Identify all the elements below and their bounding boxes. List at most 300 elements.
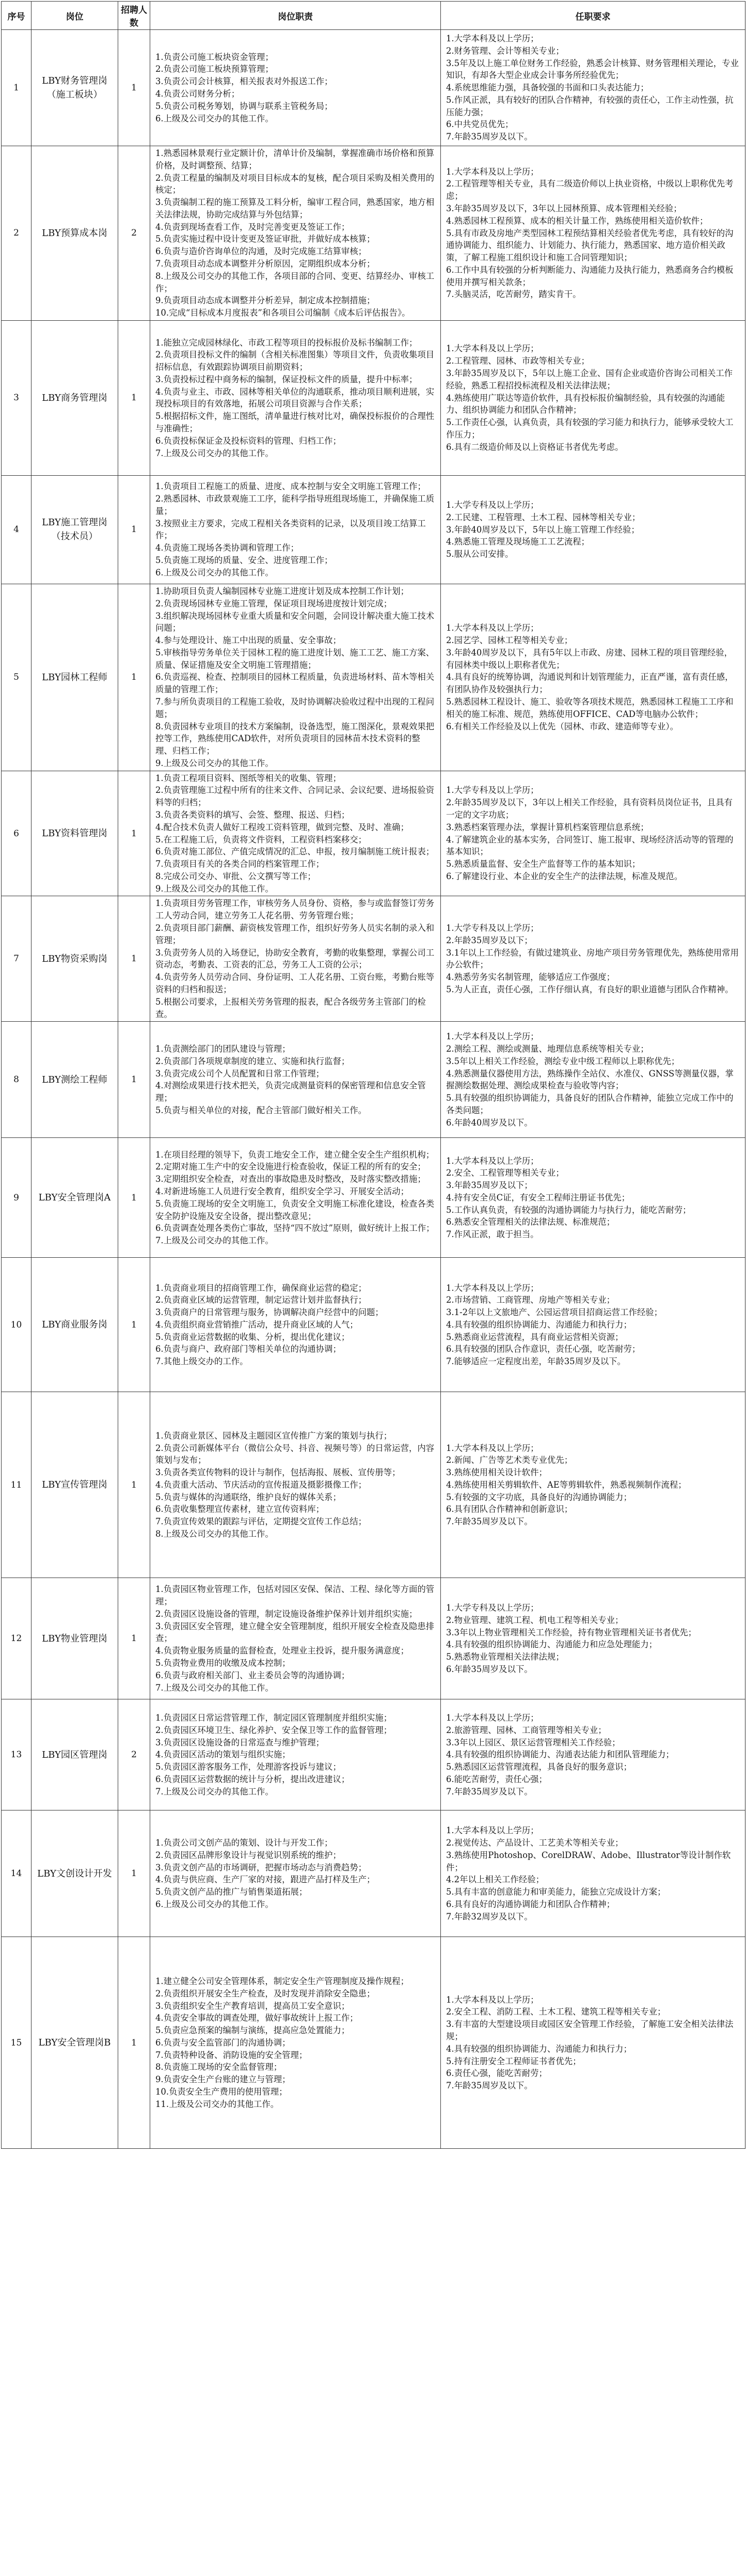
row-count: 1 [118, 1810, 150, 1937]
duty-line: 1.负责商业项目的招商管理工作，确保商业运营的稳定； [155, 1283, 367, 1293]
requirement-line: 3.熟练使用Photoshop、CorelDRAW、Adobe、Illustrator等设计制作软件； [446, 1850, 731, 1872]
requirement-line: 3.年龄40周岁及以下，5年以上施工管理工作经验； [446, 524, 640, 535]
requirement-line: 3.有丰富的大型建设项目或园区安全管理工作经验，了解施工安全相关法律法规； [446, 2019, 734, 2041]
requirement-line: 2.市场营销、工商管理、房地产等相关专业； [446, 1295, 615, 1305]
requirement-line: 6.责任心强，能吃苦耐劳； [446, 2068, 547, 2079]
duty-line: 6.负责巡视、检查、控制项目的园林工程质量，负责进场材料、苗木等相关质量的管理工作； [155, 672, 435, 695]
duty-line: 1.负责公司文创产品的策划、设计与开发工作； [155, 1837, 333, 1848]
duty-line: 4.负责安全事故的调查处理，做好事故统计上报工作； [155, 2013, 358, 2023]
duty-line: 2.负责公司施工板块预算管理； [155, 64, 274, 74]
row-duties [150, 475, 441, 584]
row-no: 14 [2, 1810, 31, 1937]
requirement-line: 3.5年及以上施工单位财务工作经验，熟悉会计核算、财务管理相关理论，专业知识，有却各大型企业成会计事务所经验优先； [446, 58, 739, 81]
duty-line: 6.上级及公司交办的其他工作。 [155, 1899, 274, 1909]
duty-line: 7.上级及公司交办的其他工作。 [155, 1682, 274, 1693]
duty-line: 4.负责公司财务分析； [155, 89, 240, 99]
requirement-line: 3.3年以上物业管理相关工作经验，持有物业管理相关证书者优先； [446, 1627, 697, 1637]
duty-line: 3.负责园区设施设备的日常巡查与维护管理； [155, 1737, 325, 1747]
requirement-line: 6.有相关工作经验及以上优先（园林、市政、建造师等专业）。 [446, 721, 678, 731]
requirement-line: 7.年龄35周岁及以下。 [446, 2081, 533, 2091]
requirement-line: 1.大学本科及以上学历； [446, 344, 539, 354]
requirement-line: 4.熟练使用广联达等造价软件，具有投标报价编制经验，具有较强的沟通能力、组织协调能力和团队合作精神； [446, 393, 725, 415]
row-position: LBY预算成本岗 [31, 146, 118, 321]
row-duties [150, 1578, 441, 1699]
duty-line: 4.参与处理设计、施工中出现的质量、安全事故； [155, 635, 341, 646]
table-row [2, 320, 745, 475]
requirement-line: 4.具有较强的组织协调能力、沟通能力和执行力； [446, 2043, 632, 2054]
row-no: 2 [2, 146, 31, 321]
requirement-line: 7.头脑灵活，吃苦耐劳，踏实肯干。 [446, 289, 581, 300]
requirement-line: 4.熟练使用相关剪辑软件、AE等剪辑软件，熟悉视频制作流程； [446, 1479, 687, 1490]
requirement-line: 5.具有市政及房地产类型园林工程预结算相关经验者优先考虑，具有较好的沟通协调能力、组织能力、计划能力、执行能力，熟悉国家、地方造价相关政策，了解工程施工组织设计和施工合同管理知识； [446, 228, 734, 263]
row-count: 1 [118, 1138, 150, 1258]
duty-line: 7.上级及公司交办的其他工作。 [155, 1236, 274, 1246]
duty-line: 5.负责与媒体的沟通联络，维护良好的媒体关系； [155, 1492, 341, 1502]
duty-line: 6.负责与商户、政府部门等相关单位的沟通协调； [155, 1344, 341, 1354]
requirement-line: 5.工作认真负责，有较强的沟通协调能力与执行力，能吃苦耐劳； [446, 1205, 691, 1215]
duty-line: 4.负责组织商业营销推广活动，提升商业区域的人气； [155, 1319, 358, 1330]
requirement-line: 4.熟悉劳务实名制管理，能够适应工作强度； [446, 972, 615, 982]
duty-line: 2.负责园区品牌形象设计与视觉识别系统的维护； [155, 1850, 341, 1860]
requirement-line: 1.大学本科及以上学历； [446, 166, 539, 177]
requirement-line: 4.具有较强的组织协调能力、沟通能力和应急处理能力； [446, 1640, 658, 1650]
requirement-line: 2.视觉传达、产品设计、工艺美术等相关专业； [446, 1837, 624, 1848]
duty-line: 7.上级及公司交办的其他工作。 [155, 448, 274, 458]
duty-line: 1.能独立完成园林绿化、市政工程等项目的投标报价及标书编制工作； [155, 337, 418, 348]
row-position: LBY安全管理岗A [31, 1138, 118, 1258]
duty-line: 11.上级及公司交办的其他工作。 [155, 2099, 279, 2109]
duty-line: 1.熟悉园林景观行业定额计价，清单计价及编制，掌握准确市场价格和预算价格，及时调整预、结算； [155, 148, 435, 170]
requirement-line: 4.了解建筑企业的基本实务，合同签订、施工报审、现场经济活动等的管理的基本知识； [446, 834, 734, 857]
requirement-line: 5.熟悉质量监督、安全生产监督等工作的基本知识； [446, 859, 641, 869]
duty-line: 4.对新进场施工人员进行安全教育，组织安全学习、开展安全活动； [155, 1186, 409, 1196]
table-row [2, 896, 745, 1022]
requirement-line: 7.能够适应一定程度出差，年龄35周岁及以下。 [446, 1356, 626, 1367]
header-count: 招聘人数 [118, 2, 150, 30]
row-duties [150, 1937, 441, 2149]
duty-line: 3.负责文创产品的市场调研，把握市场动态与消费趋势； [155, 1862, 367, 1872]
requirement-line: 6.具有较强的团队合作意识，责任心强，吃苦耐劳； [446, 1344, 641, 1354]
table-row [2, 1699, 745, 1810]
row-no: 5 [2, 584, 31, 771]
duty-line: 1.负责工程项目资料、图纸等相关的收集、管理； [155, 773, 341, 783]
duty-line: 3.负责公司会计核算，相关报表对外报送工作； [155, 76, 333, 87]
duty-line: 9.上级及公司交办的其他工作。 [155, 883, 274, 894]
duty-line: 4.负责施工现场各类协调和管理工作； [155, 543, 299, 553]
requirement-line: 4.2年以上相关工作经验； [446, 1875, 544, 1885]
row-duties [150, 320, 441, 475]
row-requirements [441, 1138, 745, 1258]
duty-line: 2.负责现场园林专业施工管理，保证项目现场进度按计划完成； [155, 598, 392, 608]
duty-line: 2.负责项目投标文件的编制（含相关标准图集）等项目文件，负责收集项目招标信息，有效跟踪协调项目前期资料； [155, 350, 435, 372]
row-no: 3 [2, 320, 31, 475]
row-requirements [441, 584, 745, 771]
requirement-line: 5.熟悉园林工程设计、施工、验收等各项技术规范，熟悉园林工程施工工序和相关的施工标准、规范，熟练使用OFFICE、CAD等电脑办公软件； [446, 696, 734, 719]
duty-line: 6.负责与安全监管部门的沟通协调； [155, 2037, 291, 2048]
duty-line: 1.负责商业景区、园林及主题园区宣传推广方案的策划与执行； [155, 1430, 392, 1441]
duty-line: 3.负责完成公司个人员配置和日常工作管理； [155, 1068, 325, 1079]
row-requirements [441, 146, 745, 321]
requirement-line: 7.年龄35周岁及以下。 [446, 1786, 533, 1797]
duty-line: 3.组织解决现场园林专业重大质量和安全问题，会同设计解决重大施工技术问题； [155, 611, 435, 633]
row-no: 9 [2, 1138, 31, 1258]
duty-line: 7.上级及公司交办的其他工作。 [155, 1786, 274, 1797]
requirement-line: 7.年龄35周岁及以下。 [446, 1517, 533, 1527]
header-no: 序号 [2, 2, 31, 30]
duty-line: 7.参与所负责项目的工程施工验收，及时协调解决验收过程中出现的工程问题； [155, 696, 435, 719]
row-no: 8 [2, 1022, 31, 1138]
duty-line: 5.负责施工现场的质量、安全、进度管理工作； [155, 555, 333, 565]
requirement-line: 3.1年以上工作经验，有做过建筑业、房地产项目劳务管理优先，熟练使用常用办公软件； [446, 947, 739, 970]
row-requirements [441, 1258, 745, 1392]
row-count: 1 [118, 1578, 150, 1699]
duty-line: 10.负责安全生产费用的使用管理； [155, 2087, 288, 2097]
requirement-line: 5.有较强的文字功底，具备良好的沟通协调能力； [446, 1492, 632, 1502]
requirement-line: 2.旅游管理、园林、工商管理等相关专业； [446, 1725, 607, 1735]
row-count: 1 [118, 1937, 150, 2149]
row-no: 4 [2, 475, 31, 584]
requirement-line: 5.熟悉商业运营流程，具有商业运营相关资源； [446, 1332, 624, 1342]
row-requirements [441, 30, 745, 146]
duty-line: 2.负责项目部门薪酬、薪资核发管理工作，组织好劳务人员实名制的录入和管理； [155, 923, 435, 945]
duty-line: 4.负责重大活动、节庆活动的宣传报道及摄影摄像工作； [155, 1479, 367, 1490]
table-row [2, 1392, 745, 1578]
table-header-row [2, 2, 745, 30]
duty-line: 2.负责工程量的编制及对项目目标成本的复核，配合项目采购及相关费用的核定； [155, 173, 435, 195]
requirement-line: 2.工程管理等相关专业，具有二级造价师以上执业资格，中级以上职称优先考虑； [446, 179, 734, 201]
row-duties [150, 1258, 441, 1392]
duty-line: 7.其他上级交办的工作。 [155, 1356, 248, 1367]
row-duties [150, 1138, 441, 1258]
requirement-line: 5.为人正直，责任心强，工作仔细认真，有良好的职业道德与团队合作精神。 [446, 984, 734, 994]
row-no: 15 [2, 1937, 31, 2149]
row-no: 12 [2, 1578, 31, 1699]
requirement-line: 1.大学专科及以上学历； [446, 785, 539, 795]
duty-line: 1.协助项目负责人编制园林专业施工进度计划及成本控制工作计划； [155, 586, 409, 596]
table-row [2, 475, 745, 584]
duty-line: 1.在项目经理的领导下，负责工地安全工作，建立健全安全生产组织机构； [155, 1149, 435, 1160]
requirement-line: 3.熟悉档案管理办法，掌握计算机档案管理信息系统； [446, 822, 649, 832]
row-duties [150, 1022, 441, 1138]
requirement-line: 5.服从公司安排。 [446, 549, 514, 559]
row-position: LBY宣传管理岗 [31, 1392, 118, 1578]
row-duties [150, 1699, 441, 1810]
table-row [2, 30, 745, 146]
requirement-line: 3.年龄35周岁及以下，3年以上园林预算、成本管理相关经验； [446, 204, 682, 214]
duty-line: 9.上级及公司交办的其他工作。 [155, 758, 274, 768]
requirement-line: 5.熟悉园区运营管理流程，具备良好的服务意识； [446, 1762, 632, 1772]
row-requirements [441, 1392, 745, 1578]
duty-line: 4.负责物业服务质量的监督检查，处理业主投诉，提升服务满意度； [155, 1646, 409, 1656]
duty-line: 1.负责项目劳务管理工作，审核劳务人员身份、资格，参与或监督签订劳务工人劳动合同，建立劳务工人花名册、劳务管理台账； [155, 898, 435, 921]
row-no: 13 [2, 1699, 31, 1810]
row-count: 1 [118, 30, 150, 146]
duty-line: 6.负责投标保证金及投标资料的管理、归档工作； [155, 435, 341, 446]
requirement-line: 1.大学本科及以上学历； [446, 1032, 539, 1042]
row-duties [150, 30, 441, 146]
duty-line: 5.根据公司要求，上报相关劳务管理的报表，配合各级劳务主管部门的检查。 [155, 996, 426, 1019]
duty-line: 8.上级及公司交办的其他工作。 [155, 1529, 274, 1539]
duty-line: 9.负责安全生产台账的建立与管理； [155, 2074, 291, 2085]
duty-line: 8.负责园林专业项目的技术方案编制，设备选型，施工图深化，景观效果把控等工作，熟练使用CAD软件，对所负责项目的园林苗木技术资料的整理、归档工作； [155, 721, 435, 756]
table-row [2, 584, 745, 771]
duty-line: 3.负责组织安全生产教育培训，提高员工安全意识； [155, 2001, 350, 2011]
row-no: 7 [2, 896, 31, 1022]
row-count: 2 [118, 1699, 150, 1810]
row-duties [150, 896, 441, 1022]
duty-line: 1.负责园区物业管理工作，包括对园区安保、保洁、工程、绿化等方面的管理； [155, 1584, 435, 1607]
recruitment-table [1, 1, 745, 2149]
requirement-line: 4.持有安全员C证，有安全工程师注册证书优先； [446, 1192, 630, 1203]
duty-line: 1.负责测绘部门的团队建设与管理； [155, 1043, 291, 1054]
requirement-line: 6.具有二级造价师及以上资格证书者优先考虑。 [446, 442, 624, 452]
table-row [2, 1258, 745, 1392]
requirement-line: 1.大学本科及以上学历； [446, 1825, 539, 1836]
row-count: 1 [118, 771, 150, 896]
requirement-line: 5.持有注册安全工程师证书者优先； [446, 2056, 581, 2066]
duty-line: 4.对测绘成果进行技术把关，负责完成测量资料的保密管理和信息安全管理； [155, 1081, 426, 1103]
duty-line: 2.定期对施工生产中的安全设施进行检查验收，保证工程的所有的安全； [155, 1162, 426, 1172]
row-no: 6 [2, 771, 31, 896]
duty-line: 3.负责商户的日常管理与服务，协调解决商户经营中的问题； [155, 1307, 384, 1318]
duty-line: 5.负责施工现场的安全文明施工，负责安全文明施工标准化建设，检查各类安全防护设施及安全设备，提出整改意见； [155, 1198, 435, 1221]
row-position: LBY施工管理岗（技术员） [31, 475, 118, 584]
requirement-line: 6.了解建设行业、本企业的安全生产的法律法规，标准及规范。 [446, 871, 683, 881]
row-requirements [441, 1810, 745, 1937]
duty-line: 9.负责项目动态成本调整并分析差异，制定成本控制措施； [155, 295, 375, 306]
duty-line: 5.负责实施过程中设计变更及签证审批，并做好成本核算； [155, 234, 375, 244]
requirement-line: 6.熟悉安全管理相关的法律法规、标准规范； [446, 1217, 615, 1227]
requirement-line: 2.年龄35周岁及以下，3年以上相关工作经验，具有资料员岗位证书，且具有一定的文字功底； [446, 798, 733, 820]
duty-line: 3.负责劳务人员的入场登记，协助安全教育，考勤的收集整理，掌握公司工资动态，考勤表、工资表的汇总，劳务工人工资的公示； [155, 947, 435, 970]
requirement-line: 3.熟练使用相关设计软件； [446, 1467, 547, 1478]
row-requirements [441, 1578, 745, 1699]
duty-line: 4.负责与供应商、生产厂家的对接，跟进产品打样及生产； [155, 1875, 375, 1885]
row-duties [150, 584, 441, 771]
row-position: LBY安全管理岗B [31, 1937, 118, 2149]
duty-line: 3.负责各类资料的填写、会签、整理、报送、归档； [155, 810, 350, 820]
row-position: LBY物业管理岗 [31, 1578, 118, 1699]
requirement-line: 4.具有较强的组织协调能力、沟通表达能力和团队管理能力； [446, 1750, 674, 1760]
duty-line: 1.负责项目工程施工的质量、进度、成本控制与安全文明施工管理工作； [155, 481, 426, 492]
duty-line: 2.负责管理施工过程中所有的往来文件、合同记录、会议纪要、进场报验资料等的归档； [155, 785, 435, 808]
duty-line: 5.负责商业运营数据的收集、分析，提出优化建议； [155, 1332, 350, 1342]
row-duties [150, 1392, 441, 1578]
row-no: 10 [2, 1258, 31, 1392]
row-count: 1 [118, 1022, 150, 1138]
requirement-line: 1.大学本科及以上学历； [446, 33, 539, 43]
header-duties: 岗位职责 [150, 2, 441, 30]
requirement-line: 2.财务管理、会计等相关专业； [446, 45, 564, 56]
row-requirements [441, 1699, 745, 1810]
row-position: LBY物资采购岗 [31, 896, 118, 1022]
requirement-line: 2.工程管理、园林、市政等相关专业； [446, 356, 590, 366]
duty-line: 6.上级及公司交办的其他工作。 [155, 113, 274, 123]
requirement-line: 4.系统思维能力强，具备较强的书面和口头表达能力； [446, 83, 649, 93]
duty-line: 1.负责园区日常运营管理工作，制定园区管理制度并组织实施； [155, 1713, 392, 1723]
requirement-line: 1.大学本科及以上学历； [446, 1283, 539, 1293]
duty-line: 7.负责特种设备、消防设施的安全管理； [155, 2050, 308, 2060]
table-row [2, 1138, 745, 1258]
duty-line: 3.定期组织安全检查，对查出的事故隐患及时整改，及时落实整改措施； [155, 1174, 426, 1184]
table-row [2, 1578, 745, 1699]
duty-line: 3.按照业主方要求，完成工程相关各类资料的记录，以及项目竣工结算工作； [155, 518, 426, 541]
row-count: 2 [118, 146, 150, 321]
duty-line: 6.负责与造价咨询单位的沟通，及时完成施工结算审核； [155, 246, 367, 257]
requirement-line: 2.物业管理、建筑工程、机电工程等相关专业； [446, 1615, 624, 1625]
requirement-line: 1.大学专科及以上学历； [446, 499, 539, 510]
row-count: 1 [118, 1392, 150, 1578]
requirement-line: 6.具有团队合作精神和创新意识； [446, 1504, 573, 1515]
requirement-line: 6.具有良好的沟通协调能力和团队合作精神； [446, 1899, 615, 1909]
duty-line: 4.配合技术负责人做好工程竣工资料管理，做到完整、及时、准确； [155, 822, 409, 832]
requirement-line: 2.新闻、广告等艺术类专业优先； [446, 1455, 573, 1465]
table-row [2, 146, 745, 321]
row-requirements [441, 1022, 745, 1138]
requirement-line: 1.大学专科及以上学历； [446, 1602, 539, 1613]
duty-line: 1.建立健全公司安全管理体系，制定安全生产管理制度及操作规程； [155, 1976, 409, 1986]
row-position: LBY园林工程师 [31, 584, 118, 771]
row-position: LBY财务管理岗（施工板块） [31, 30, 118, 146]
requirement-line: 2.安全工程、消防工程、土木工程、建筑工程等相关专业； [446, 2007, 666, 2017]
requirement-line: 4.熟悉测量仪器使用方法，熟练操作全站仪、水准仪、GNSS等测量仪器，掌握测绘数据处理、测绘成果检查与验收等内容； [446, 1068, 734, 1091]
requirement-line: 3.年龄35周岁及以下； [446, 1180, 533, 1191]
duty-line: 6.负责收集整理宣传素材，建立宣传资料库； [155, 1504, 325, 1515]
row-duties [150, 1810, 441, 1937]
duty-line: 5.负责与相关单位的对接，配合主管部门做好相关工作。 [155, 1105, 367, 1115]
table-row [2, 1810, 745, 1937]
requirement-line: 3.1-2年以上文旅地产、公园运营项目招商运营工作经验； [446, 1307, 663, 1318]
duty-line: 8.完成公司交办、审批、公文撰写等工作； [155, 871, 316, 881]
requirement-line: 2.园艺学、园林工程等相关专业； [446, 635, 573, 646]
duty-line: 6.负责调查处理各类伤亡事故，坚持“四不放过”原则，做好统计上报工作； [155, 1223, 435, 1234]
requirement-line: 4.具有较强的组织协调能力、沟通能力和执行力； [446, 1319, 632, 1330]
row-position: LBY资料管理岗 [31, 771, 118, 896]
row-duties [150, 146, 441, 321]
duty-line: 1.负责公司施工板块资金管理； [155, 52, 274, 62]
duty-line: 7.负责项目动态成本调整并分析原因，定期组织成本分析； [155, 259, 375, 269]
requirement-line: 1.大学本科及以上学历； [446, 623, 539, 633]
duty-line: 3.负责投标过程中商务标的编制，保证投标文件的质量，提升中标率； [155, 374, 418, 384]
requirement-line: 2.测绘工程、测绘或测量、地理信息系统等相关专业； [446, 1043, 649, 1054]
duty-line: 8.负责施工现场的安全监督管理； [155, 2062, 282, 2072]
duty-line: 6.负责园区运营数据的统计与分析，提出改进建议； [155, 1774, 350, 1784]
duty-line: 2.负责组织开展安全生产检查，及时发现并消除安全隐患； [155, 1988, 375, 1999]
row-requirements [441, 771, 745, 896]
duty-line: 10.完成“目标成本月度报表”和各项目公司编制《成本后评估报告》。 [155, 308, 410, 318]
requirement-line: 4.熟悉园林工程预算、成本的相关计量工作，熟练使用相关造价软件； [446, 215, 708, 226]
duty-line: 5.在工程施工后，负责将文件资料，工程资料档案移交； [155, 834, 367, 845]
duty-line: 5.负责公司税务筹划，协调与联系主管税务局； [155, 101, 333, 111]
duty-line: 5.审核指导劳务单位关于园林工程的施工进度计划、施工工艺、施工方案、质量、保证措施及安全文明施工管理措施； [155, 647, 435, 670]
table-row [2, 1022, 745, 1138]
requirement-line: 3.3年以上园区、景区运营管理相关工作经验； [446, 1737, 621, 1747]
row-count: 1 [118, 896, 150, 1022]
requirement-line: 7.作风正派，敢于担当。 [446, 1229, 539, 1240]
row-duties [150, 771, 441, 896]
requirement-line: 1.大学本科及以上学历； [446, 1713, 539, 1723]
requirement-line: 6.年龄35周岁及以下。 [446, 1664, 533, 1674]
duty-line: 5.负责文创产品的推广与销售渠道拓展； [155, 1887, 308, 1897]
duty-line: 2.负责园区环境卫生、绿化养护、安全保卫等工作的监督管理； [155, 1725, 392, 1735]
requirement-line: 2.安全、工程管理等相关专业； [446, 1168, 564, 1178]
header-position: 岗位 [31, 2, 118, 30]
duty-line: 2.负责商业区域的运营管理，制定运营计划并监督执行； [155, 1295, 367, 1305]
row-requirements [441, 1937, 745, 2149]
row-requirements [441, 896, 745, 1022]
row-no: 11 [2, 1392, 31, 1578]
requirement-line: 6.年龄40周岁及以下。 [446, 1117, 533, 1128]
row-requirements [441, 475, 745, 584]
table-row [2, 1937, 745, 2149]
requirement-line: 3.5年以上相关工作经验，测绘专业中级工程师以上职称优先； [446, 1056, 680, 1066]
requirement-line: 7.年龄32周岁及以下。 [446, 1911, 533, 1922]
requirement-line: 6.中共党员优先； [446, 119, 514, 130]
header-requirements: 任职要求 [441, 2, 745, 30]
requirement-line: 6.工作中具有较强的分析判断能力、沟通能力及执行能力，熟悉商务合约模板使用并撰写相关款条； [446, 264, 734, 287]
duty-line: 5.根据招标文件，施工图纸，清单量进行核对比对，确保投标报价的合理性与准确性； [155, 411, 435, 433]
requirement-line: 5.熟悉物业管理相关法律法规； [446, 1652, 564, 1662]
row-count: 1 [118, 320, 150, 475]
requirement-line: 1.大学本科及以上学历； [446, 1156, 539, 1166]
row-count: 1 [118, 475, 150, 584]
duty-line: 6.负责对施工部位、产值完成情况的汇总、申报，按月编制施工统计报表； [155, 847, 435, 857]
requirement-line: 2.工民建、工程管理、土木工程、园林等相关专业； [446, 512, 641, 522]
duty-line: 7.负责项目有关的各类合同的档案管理工作； [155, 859, 325, 869]
duty-line: 6.上级及公司交办的其他工作。 [155, 567, 274, 577]
duty-line: 3.负责各类宣传物料的设计与制作，包括海报、展板、宣传册等； [155, 1467, 401, 1478]
duty-line: 8.上级及公司交办的其他工作，各项目部的合同、变更、结算经办、审核工作； [155, 271, 435, 293]
requirement-line: 4.熟悉施工管理及现场施工工艺流程； [446, 537, 590, 547]
requirement-line: 5.作风正派，具有较好的团队合作精神，有较强的责任心，工作主动性强，抗压能力强； [446, 95, 734, 117]
duty-line: 6.负责与政府相关部门、业主委员会等的沟通协调； [155, 1670, 350, 1680]
row-no: 1 [2, 30, 31, 146]
requirement-line: 5.工作责任心强，认真负责，具有较强的学习能力和执行力，能够承受较大工作压力； [446, 417, 734, 440]
row-count: 1 [118, 1258, 150, 1392]
requirement-line: 4.具有良好的统筹协调，沟通说判和计划管理能力，正直严谨，富有责任感，有团队协作及较强执行力； [446, 672, 734, 695]
requirement-line: 3.年龄35周岁及以下，5年以上施工企业、国有企业或造价咨询公司相关工作经验，熟悉工程招投标流程及相关法律法规； [446, 368, 733, 391]
duty-line: 4.负责劳务人员劳动合同、身份证明、工人花名册、工资台账，考勤台账等资料的归档和报送； [155, 972, 435, 994]
row-position: LBY商业服务岗 [31, 1258, 118, 1392]
duty-line: 7.负责宣传效果的跟踪与评估，定期提交宣传工作总结； [155, 1517, 367, 1527]
row-requirements [441, 320, 745, 475]
row-position: LBY测绘工程师 [31, 1022, 118, 1138]
duty-line: 5.负责应急预案的编制与演练，提高应急处置能力； [155, 2025, 350, 2036]
requirement-line: 3.年龄40周岁及以下，具有5年以上市政、房建、园林工程的项目管理经验，有园林类中级以上职称者优先； [446, 647, 733, 670]
duty-line: 2.负责部门各项规章制度的建立、实施和执行监督； [155, 1056, 350, 1066]
requirement-line: 2.年龄35周岁及以下； [446, 935, 533, 945]
requirement-line: 1.大学本科及以上学历； [446, 1443, 539, 1453]
duty-line: 3.负责园区安全管理，建立健全安全管理制度，组织开展安全检查及隐患排查； [155, 1621, 435, 1644]
row-position: LBY商务管理岗 [31, 320, 118, 475]
duty-line: 2.熟悉园林、市政景观施工工序，能科学指导班组现场施工，并确保施工质量； [155, 494, 435, 516]
duty-line: 2.负责园区设施设备的管理，制定设施设备维护保养计划并组织实施； [155, 1609, 418, 1619]
requirement-line: 5.具有丰富的创意能力和审美能力，能独立完成设计方案； [446, 1887, 666, 1897]
requirement-line: 1.大学专科及以上学历； [446, 923, 539, 933]
duty-line: 5.负责园区游客服务工作，处理游客投诉与建议； [155, 1762, 341, 1772]
table-row [2, 771, 745, 896]
duty-line: 4.负责与业主、市政、园林等相关单位的沟通联系，推动项目顺利进展，实现投标项目的有效落地，拓展公司项目资源与合作关系； [155, 386, 435, 409]
requirement-line: 1.大学本科及以上学历； [446, 1994, 539, 2005]
row-position: LBY园区管理岗 [31, 1699, 118, 1810]
requirement-line: 7.年龄35周岁及以下。 [446, 132, 533, 142]
duty-line: 5.负责物业费用的收缴及成本控制； [155, 1658, 291, 1668]
row-position: LBY文创设计开发 [31, 1810, 118, 1937]
row-count: 1 [118, 584, 150, 771]
duty-line: 4.负责到现场查看工作，及时完善变更及签证工作； [155, 222, 350, 232]
requirement-line: 5.具有较强的组织协调能力，具备良好的团队合作精神，能独立完成工作中的各类问题； [446, 1093, 734, 1115]
duty-line: 4.负责园区活动的策划与组织实施； [155, 1750, 291, 1760]
